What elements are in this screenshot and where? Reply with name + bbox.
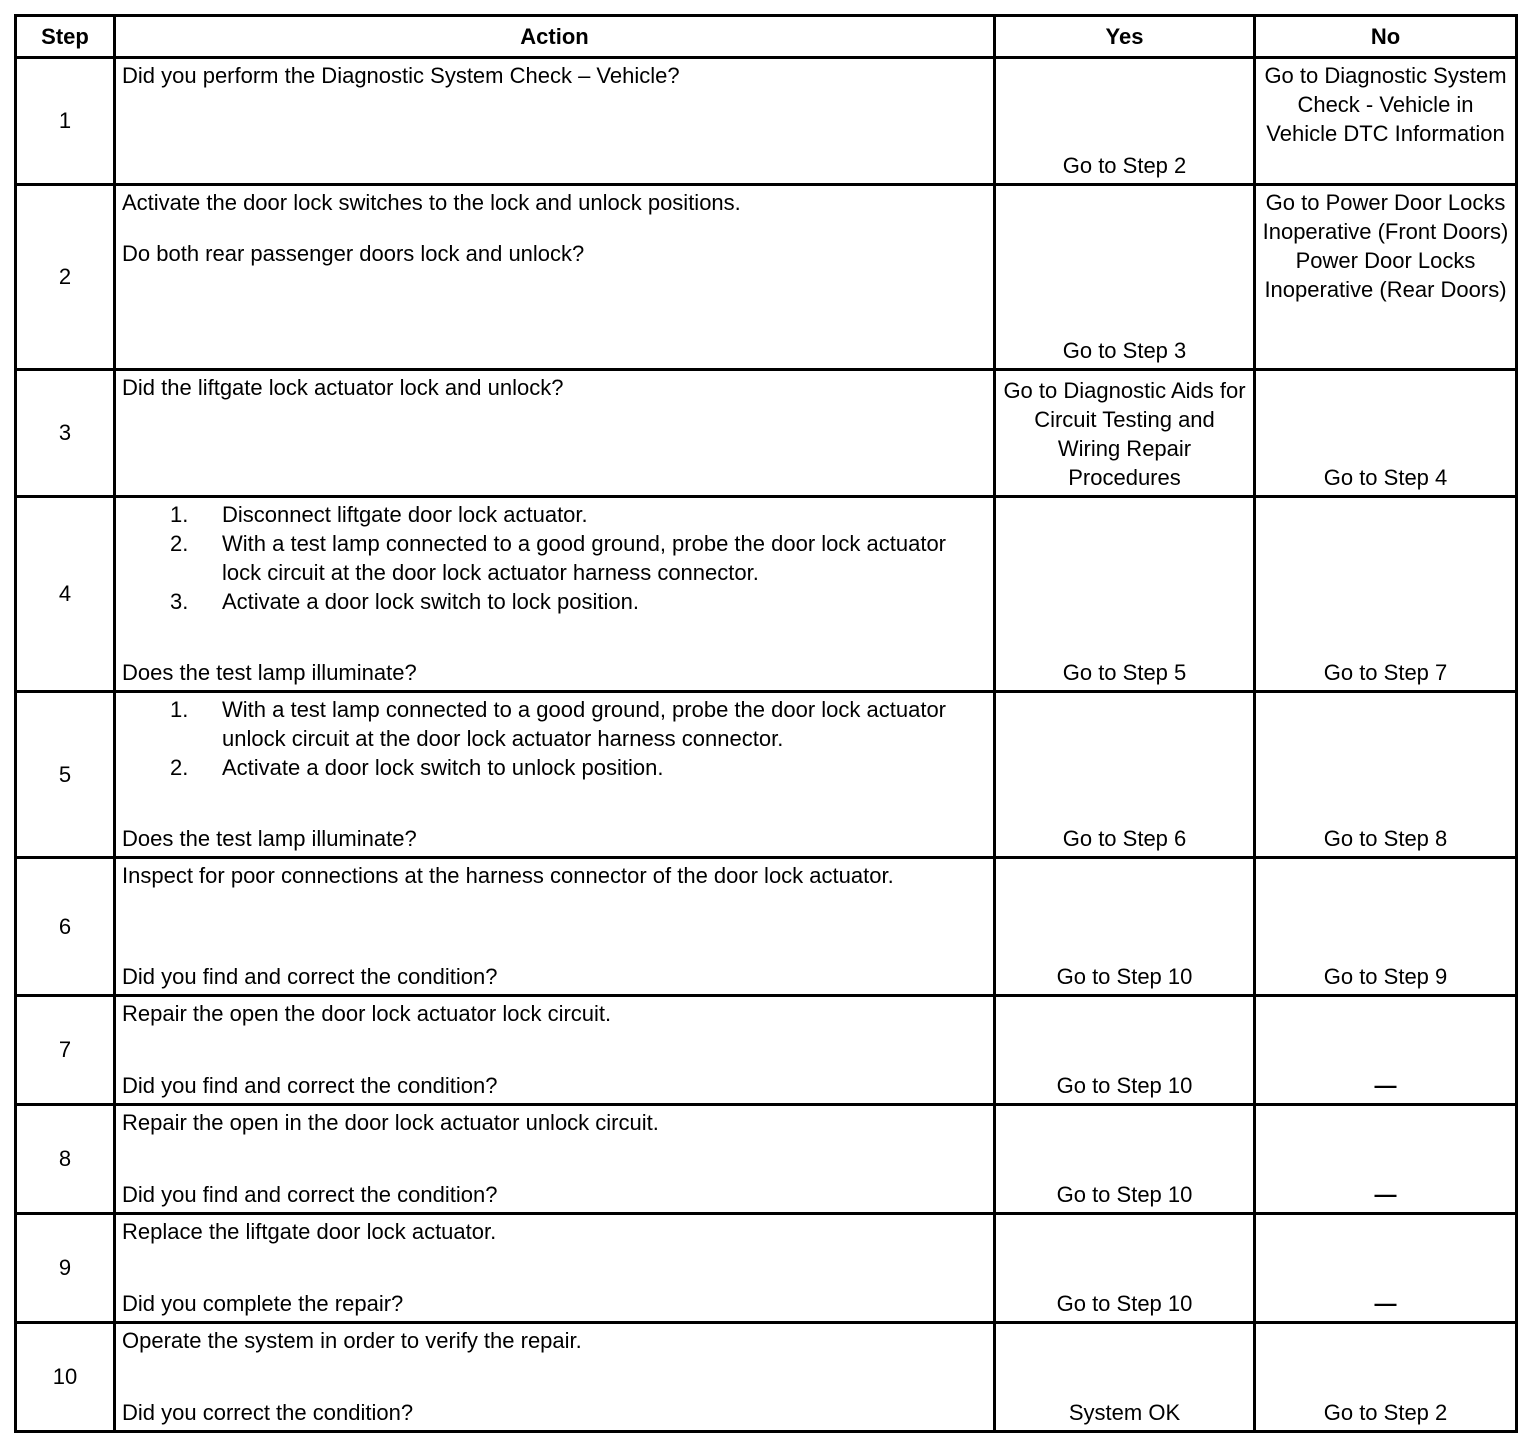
yes-result: Go to Step 10 [995,1214,1255,1323]
no-result: — [1255,996,1517,1105]
action-text: Repair the open the door lock actuator lock circuit. [122,1001,612,1026]
step-number: 2 [16,185,115,370]
list-item-number: 1. [170,502,189,527]
action-question: Does the test lamp illuminate? [122,826,417,851]
no-result: Go to Step 2 [1255,1323,1517,1432]
step-number: 4 [16,497,115,692]
action-cell [115,692,995,858]
table-row [16,1323,1517,1432]
action-text: Repair the open in the door lock actuator unlock circuit. [122,1110,659,1135]
list-item [122,695,987,753]
header-no: No [1255,16,1517,58]
table-row [16,370,1517,497]
yes-result: Go to Step 10 [995,996,1255,1105]
table-row [16,1214,1517,1323]
yes-result: Go to Step 10 [995,858,1255,996]
table-row [16,858,1517,996]
header-yes: Yes [995,16,1255,58]
table-row [16,185,1517,370]
step-number: 5 [16,692,115,858]
table-row [16,1105,1517,1214]
action-cell [115,1214,995,1323]
header-action: Action [115,16,995,58]
procedure-list [122,500,987,616]
list-item-text: Activate a door lock switch to unlock position. [222,755,664,780]
action-text: Operate the system in order to verify the repair. [122,1328,582,1353]
action-cell [115,497,995,692]
list-item [122,500,987,529]
no-result: Go to Step 4 [1255,370,1517,497]
action-text: Did the liftgate lock actuator lock and unlock? [122,375,564,400]
step-number: 10 [16,1323,115,1432]
no-result: — [1255,1214,1517,1323]
action-text: Activate the door lock switches to the lock and unlock positions. [122,190,741,215]
step-number: 9 [16,1214,115,1323]
list-item-number: 2. [170,755,189,780]
yes-result: System OK [995,1323,1255,1432]
header-row [16,16,1517,58]
header-step: Step [16,16,115,58]
table-row [16,58,1517,185]
yes-result: Go to Step 3 [995,185,1255,370]
action-cell [115,370,995,497]
yes-result: Go to Step 2 [995,58,1255,185]
step-number: 7 [16,996,115,1105]
no-result: Go to Diagnostic System Check - Vehicle in Vehicle DTC Information [1255,58,1517,185]
list-item-text: With a test lamp connected to a good ground, probe the door lock actuator lock circuit at the door lock actuator harness connector. [222,531,947,585]
action-text: Do both rear passenger doors lock and unlock? [122,241,585,266]
action-question: Does the test lamp illuminate? [122,660,417,685]
action-text: Did you perform the Diagnostic System Check – Vehicle? [122,63,680,88]
table-row [16,692,1517,858]
action-cell [115,58,995,185]
step-number: 8 [16,1105,115,1214]
action-cell [115,1105,995,1214]
yes-result: Go to Diagnostic Aids for Circuit Testing and Wiring Repair Procedures [995,370,1255,497]
step-number: 3 [16,370,115,497]
diagnostic-table [14,14,1518,1433]
action-question: Did you find and correct the condition? [122,1073,498,1098]
no-result: Go to Step 7 [1255,497,1517,692]
list-item-text: With a test lamp connected to a good ground, probe the door lock actuator unlock circuit at the door lock actuator harness connector. [222,697,947,751]
list-item-number: 1. [170,697,189,722]
no-result: Go to Step 8 [1255,692,1517,858]
step-number: 1 [16,58,115,185]
procedure-list [122,695,987,782]
list-item-number: 2. [170,531,189,556]
yes-result: Go to Step 6 [995,692,1255,858]
list-item [122,529,987,587]
step-number: 6 [16,858,115,996]
yes-result: Go to Step 10 [995,1105,1255,1214]
table-row [16,497,1517,692]
no-result: — [1255,1105,1517,1214]
action-question: Did you find and correct the condition? [122,1182,498,1207]
action-question: Did you find and correct the condition? [122,964,498,989]
yes-result: Go to Step 5 [995,497,1255,692]
list-item-text: Activate a door lock switch to lock position. [222,589,639,614]
table-row [16,996,1517,1105]
action-cell [115,996,995,1105]
list-item [122,587,987,616]
action-cell [115,1323,995,1432]
action-question: Did you correct the condition? [122,1400,414,1425]
list-item-number: 3. [170,589,189,614]
action-question: Did you complete the repair? [122,1291,404,1316]
action-cell [115,185,995,370]
action-text: Replace the liftgate door lock actuator. [122,1219,497,1244]
action-cell [115,858,995,996]
table-body [16,58,1517,1432]
list-item-text: Disconnect liftgate door lock actuator. [222,502,588,527]
no-result: Go to Step 9 [1255,858,1517,996]
action-text: Inspect for poor connections at the harness connector of the door lock actuator. [122,863,894,888]
no-result: Go to Power Door Locks Inoperative (Front Doors) Power Door Locks Inoperative (Rear Doors) [1255,185,1517,370]
list-item [122,753,987,782]
